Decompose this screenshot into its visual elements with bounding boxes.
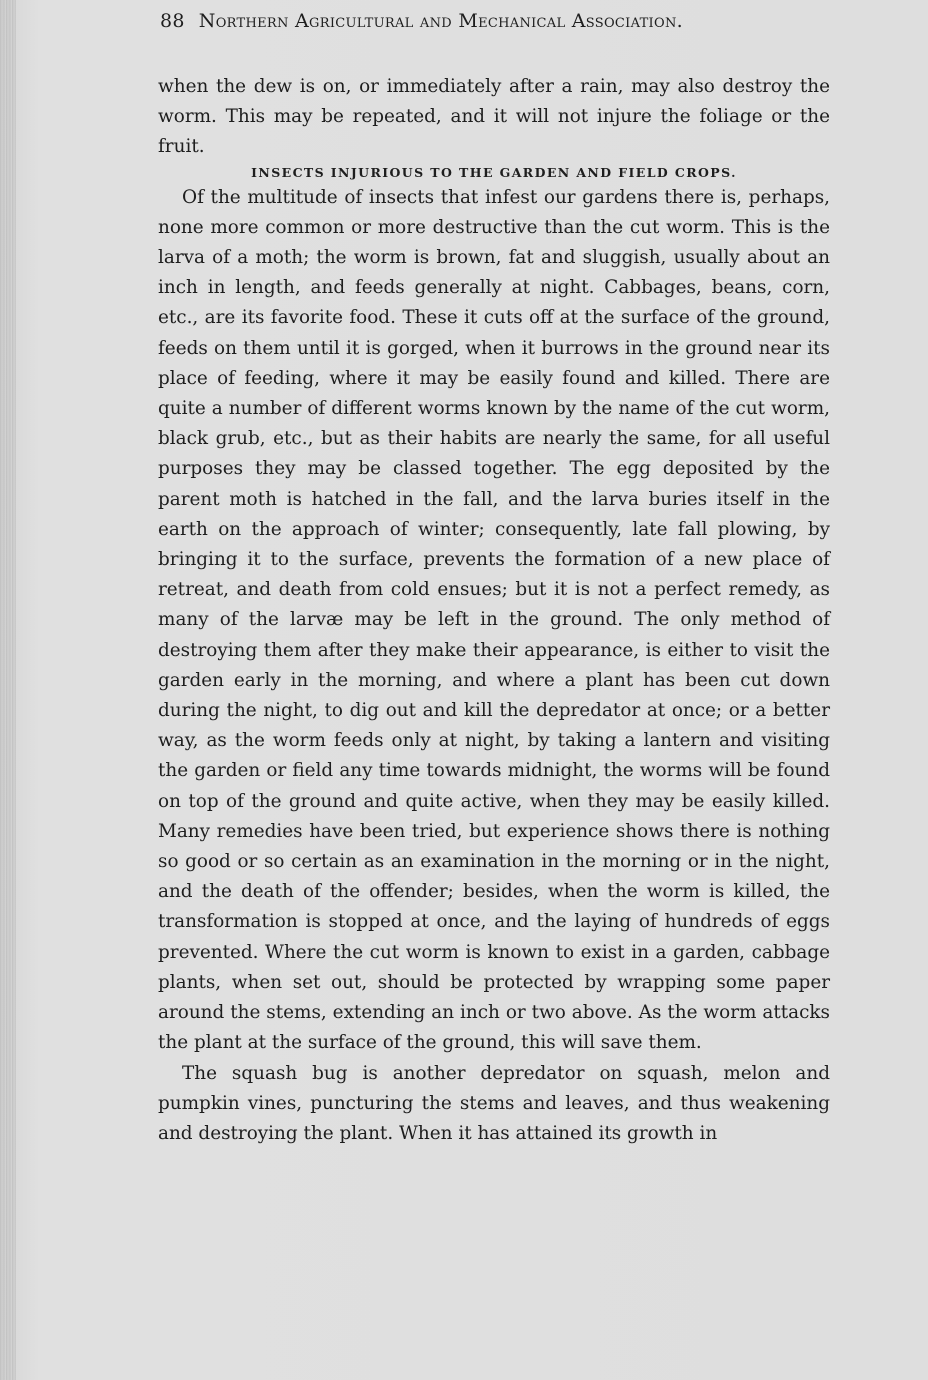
running-head-title: Northern Agricultural and Mechanical Association.: [198, 10, 683, 32]
page-number: 88: [160, 10, 185, 32]
continuation-paragraph: when the dew is on, or immediately after a rain, may also destroy the worm. This may be repeated, and it will not injure the foliage or the fruit.: [158, 76, 830, 158]
section-heading: INSECTS INJURIOUS TO THE GARDEN AND FIELD CROPS.: [251, 164, 737, 180]
paragraph-squash-bug: The squash bug is another depredator on squash, melon and pumpkin vines, puncturing the stems and leaves, and thus weakening and destroying the plant. When it has attained its growth in: [158, 1062, 830, 1144]
text-block: [158, 72, 830, 1149]
binding-edge: [0, 0, 16, 1380]
paragraph-cut-worm: Of the multitude of insects that infest our gardens there is, perhaps, none more common or more destructive than the cut worm. This is the larva of a moth; the worm is brown, fat and sluggish, usually about an inch in length, and feeds generally at night. Cabbages, beans, corn, etc., are its favorite food. These it cuts off at the surface of the ground, feeds on them until it is gorged, when it burrows in the ground near its place of feeding, where it may be easily found and killed. There are quite a number of different worms known by the name of the cut worm, black grub, etc., but as their habits are nearly the same, for all useful purposes they may be classed together. The egg deposited by the parent moth is hatched in the fall, and the larva buries itself in the earth on the approach of winter; consequently, late fall plowing, by bringing it to the surface, prevents the formation of a new place of retreat, and death from cold ensues; but it is not a perfect remedy, as many of the larvæ may be left in the ground. The only method of destroying them after they make their appearance, is either to visit the garden early in the morning, and where a plant has been cut down during the night, to dig out and kill the depredator at once; or a better way, as the worm feeds only at night, by taking a lantern and visiting the garden or field any time towards midnight, the worms will be found on top of the ground and quite active, when they may be easily killed. Many remedies have been tried, but experience shows there is nothing so good or so certain as an examination in the morning or in the night, and the death of the offender; besides, when the worm is killed, the transformation is stopped at once, and the laying of hundreds of eggs prevented. Where the cut worm is known to exist in a garden, cabbage plants, when set out, should be protected by wrapping some paper around the stems, extending an inch or two above. As the worm attacks the plant at the surface of the ground, this will save them.: [158, 186, 830, 1054]
running-head: [160, 10, 850, 32]
